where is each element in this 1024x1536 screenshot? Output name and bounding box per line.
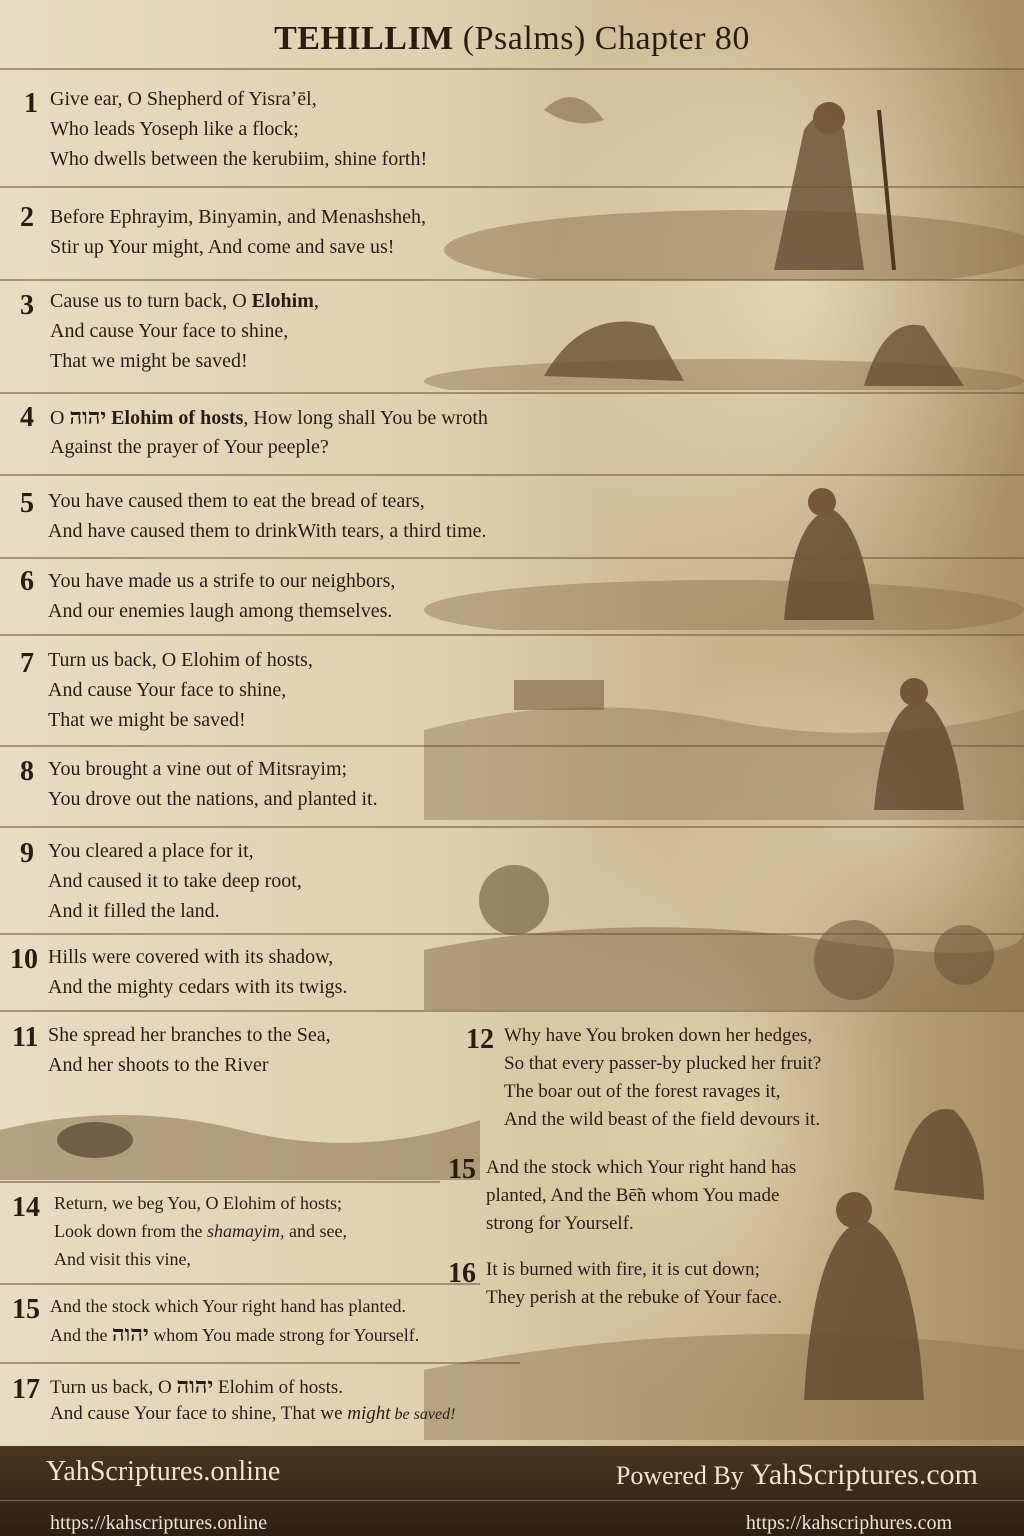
verse-17-text: Turn us back, O יהוה Elohim of hosts. And cause Your face to shine, That we might be saved! — [50, 1373, 456, 1424]
verse-6-text: You have made us a strife to our neighbors, And our enemies laugh among themselves. — [48, 570, 396, 622]
divider — [0, 68, 1024, 70]
verse-15-left-text: And the stock which Your right hand has planted. And the יהוה whom You made strong for Yourself. — [50, 1296, 420, 1347]
vine-forest-illustration — [424, 840, 1024, 1010]
verse-number: 17 — [12, 1374, 40, 1405]
verse-number: 7 — [20, 648, 34, 679]
verse-7-text: Turn us back, O Elohim of hosts, And cause Your face to shine, That we might be saved! — [48, 649, 313, 731]
verse-1-text: Give ear, O Shepherd of Yisraʼēl, Who leads Yoseph like a flock; Who dwells between the kerubiim, shine forth! — [50, 88, 428, 170]
divider — [0, 1181, 440, 1183]
divider — [0, 1283, 480, 1285]
verse-9-text: You cleared a place for it, And caused it to take deep root, And it filled the land. — [48, 840, 302, 922]
divider — [0, 826, 1024, 828]
footer-divider — [0, 1500, 1024, 1501]
verse-10-text: Hills were covered with its shadow, And the mighty cedars with its twigs. — [48, 946, 348, 998]
shepherd-illustration — [424, 70, 1024, 280]
verse-5-text: You have caused them to eat the bread of tears, And have caused them to drinkWith tears, a third time. — [48, 490, 487, 542]
divider — [0, 279, 1024, 281]
verse-16-text: It is burned with fire, it is cut down; They perish at the rebuke of Your face. — [486, 1259, 782, 1308]
verse-number: 8 — [20, 756, 34, 787]
verse-number: 4 — [20, 402, 34, 433]
divider — [0, 474, 1024, 476]
city-landscape-illustration — [424, 640, 1024, 820]
verse-number: 12 — [466, 1024, 494, 1055]
divine-name: יהוה — [69, 404, 107, 430]
verse-12-text: Why have You broken down her hedges, So that every passer-by plucked her fruit? The boar out of the forest ravages it, And the wild beast of the field devours it. — [504, 1025, 822, 1130]
verse-number: 3 — [20, 290, 34, 321]
verse-number: 15 — [448, 1154, 476, 1185]
verse-11-text: She spread her branches to the Sea, And her shoots to the River — [48, 1024, 331, 1076]
verse-3-text: Cause us to turn back, O Elohim, And cause Your face to shine, That we might be saved! — [50, 290, 319, 372]
verse-8-text: You brought a vine out of Mitsrayim; You drove out the nations, and planted it. — [48, 758, 378, 810]
verse-number: 1 — [24, 88, 38, 119]
footer-powered-by[interactable]: Powered By YahScriptures.com — [615, 1458, 978, 1491]
divider — [0, 1010, 1024, 1012]
divider — [0, 933, 1024, 935]
divine-name: יהוה — [176, 1373, 214, 1399]
divider — [0, 392, 1024, 394]
verse-number: 15 — [12, 1294, 40, 1325]
kneeling-prayer-illustration — [424, 470, 1024, 630]
page-title: TEHILLIM (Psalms) Chapter 80 — [274, 20, 750, 57]
verse-2-text: Before Ephrayim, Binyamin, and Menashsheh, Stir up Your might, And come and save us! — [50, 206, 427, 258]
verse-number: 10 — [10, 944, 38, 975]
divine-name: יהוה — [112, 1321, 149, 1347]
verse-number: 16 — [448, 1258, 476, 1289]
divider — [0, 557, 1024, 559]
divider — [0, 1362, 520, 1364]
verse-15-right-text: And the stock which Your right hand has planted, And the Bē̃n whom You made strong for Yourself. — [486, 1157, 797, 1234]
verse-number: 6 — [20, 566, 34, 597]
pleading-figures-illustration — [424, 286, 1024, 390]
verse-number: 11 — [12, 1022, 39, 1053]
verse-number: 2 — [20, 202, 34, 233]
footer-url-right[interactable]: https://kahscriphures.com — [745, 1512, 952, 1534]
footer — [0, 1446, 1024, 1536]
divider — [0, 634, 1024, 636]
divider — [0, 186, 1024, 188]
verse-number: 5 — [20, 488, 34, 519]
verse-number: 9 — [20, 838, 34, 869]
divider — [0, 745, 1024, 747]
verse-14-text: Return, we beg You, O Elohim of hosts; Look down from the shamayim, and see, And visit this vine, — [54, 1193, 347, 1269]
verse-number: 14 — [12, 1192, 40, 1223]
ravaged-field-illustration — [0, 1070, 480, 1180]
verse-4-text: O יהוה Elohim of hosts, How long shall You be wroth Against the prayer of Your peeple? — [50, 404, 488, 458]
footer-site-left[interactable]: YahScriptures.online — [46, 1456, 281, 1487]
footer-url-left[interactable]: https://kahscriptures.online — [50, 1512, 268, 1534]
